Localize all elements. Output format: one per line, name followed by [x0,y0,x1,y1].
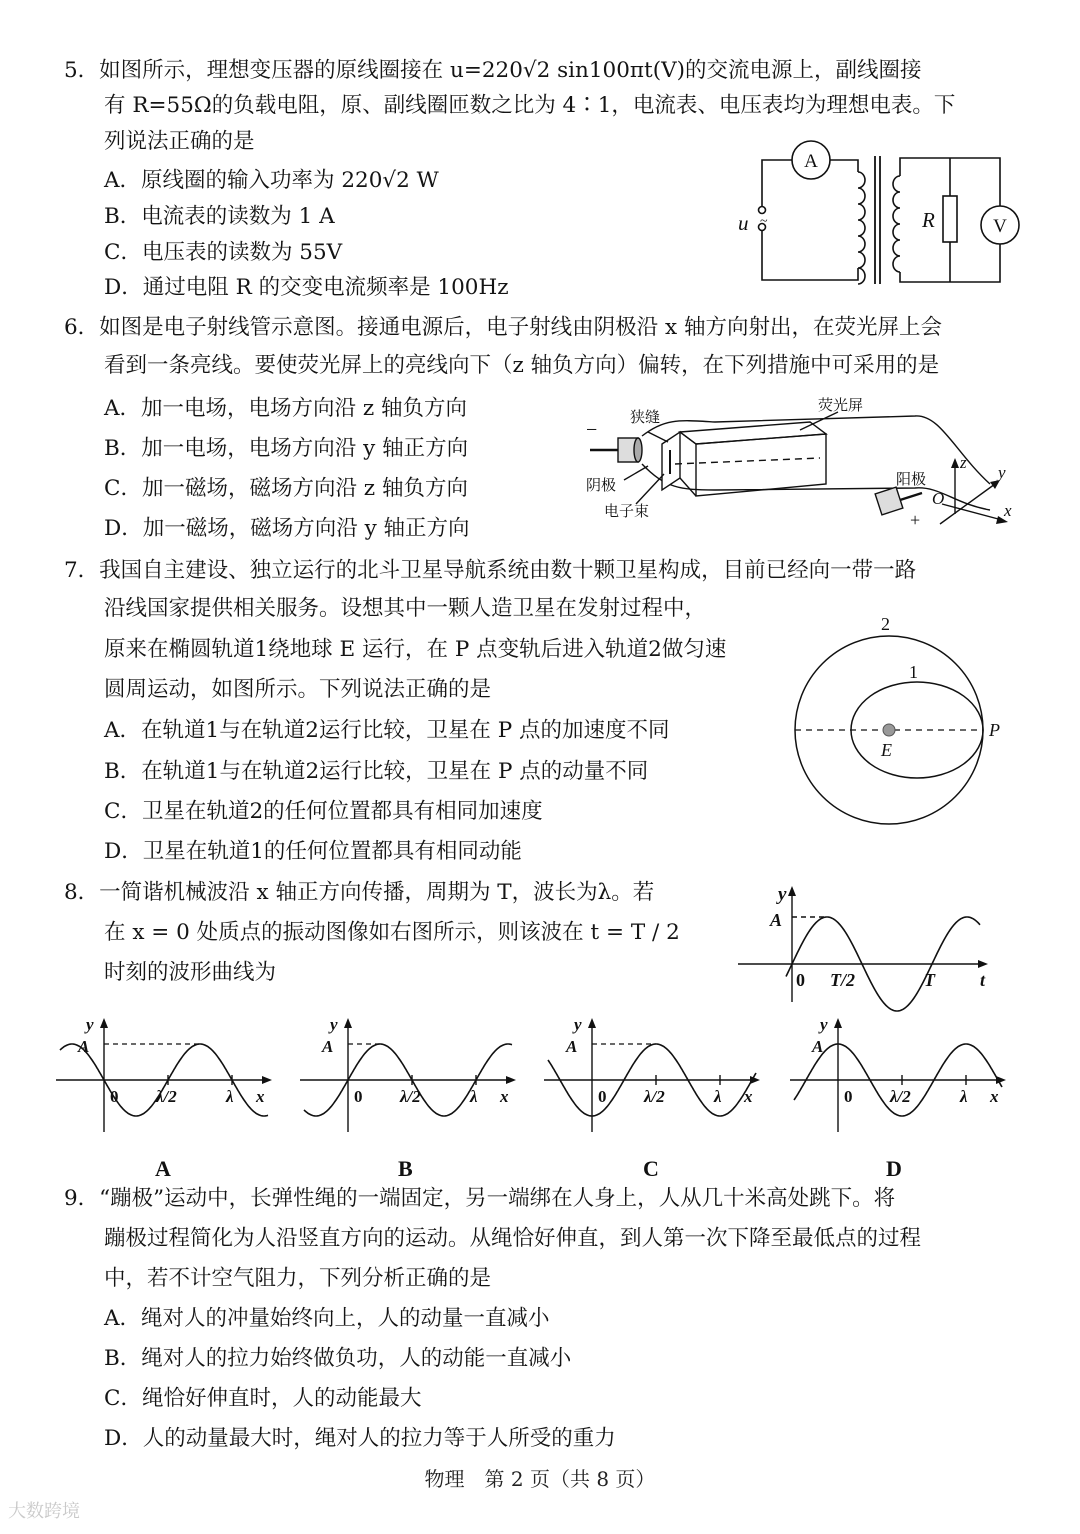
wavelength-label: λ [960,1087,968,1106]
wavelength-label: λ [470,1087,478,1106]
x-label: x [500,1087,509,1106]
vib-amplitude-label: A [770,910,783,930]
orbit-1-label: 1 [909,662,918,682]
point-p-label: P [989,720,1000,740]
y-axis-arrow [344,1018,352,1028]
anode-plus-label: + [910,510,921,530]
y-axis-label: y [998,463,1006,482]
beam-label: 电子束 [604,504,650,520]
q5-line-2: 有 R=55Ω的负载电阻，原、副线圈匝数之比为 4∶1，电流表、电压表均为理想电表。下 [104,93,956,118]
q6-option-d: D．加一磁场，磁场方向沿 y 轴正方向 [104,516,470,541]
wavelength-label: λ [226,1087,234,1106]
origin-zero-label: 0 [354,1087,363,1106]
wave-option-c [540,1010,770,1140]
q9-option-c: C．绳恰好伸直时，人的动能最大 [104,1386,422,1411]
q7-option-d: D．卫星在轨道1的任何位置都具有相同动能 [104,839,522,864]
y-axis-arrow [834,1018,842,1028]
half-wavelength-label: λ/2 [890,1087,911,1106]
origin-zero-label: 0 [844,1087,853,1106]
vib-y-label: y [778,884,787,905]
q5-option-d: D．通过电阻 R 的交变电流频率是 100Hz [104,275,509,300]
half-wavelength-label: λ/2 [400,1087,421,1106]
q7-line-3: 原来在椭圆轨道1绕地球 E 运行，在 P 点变轨后进入轨道2做匀速 [104,637,727,662]
q8-line-1: 8．一简谐机械波沿 x 轴正方向传播，周期为 T，波长为λ。若 [64,880,655,905]
q9-option-d: D．人的动量最大时，绳对人的拉力等于人所受的重力 [104,1426,616,1451]
q9-line-3: 中，若不计空气阻力，下列分析正确的是 [104,1266,492,1291]
q6-option-a: A．加一电场，电场方向沿 z 轴负方向 [104,396,468,421]
q7-line-2: 沿线国家提供相关服务。设想其中一颗人造卫星在发射过程中， [104,596,707,621]
x-axis-arrow [262,1076,272,1084]
q9-option-b: B．绳对人的拉力始终做负功，人的动能一直减小 [104,1346,572,1371]
wavelength-label: λ [714,1087,722,1106]
q9-line-2: 蹦极过程简化为人沿竖直方向的运动。从绳恰好伸直，到人第一次下降至最低点的过程 [104,1226,922,1251]
y-axis-label: y [820,1015,828,1034]
screen-label: 荧光屏 [818,398,864,414]
q9-line-1: 9．“蹦极”运动中，长弹性绳的一端固定，另一端绑在人身上，人从几十米高处跳下。将 [64,1186,896,1211]
q9-option-a: A．绳对人的冲量始终向上，人的动量一直减小 [104,1306,550,1331]
q7-line-1: 7．我国自主建设、独立运行的北斗卫星导航系统由数十颗卫星构成，目前已经向一带一路 [64,558,917,583]
q7-option-a: A．在轨道1与在轨道2运行比较，卫星在 P 点的加速度不同 [104,718,670,743]
source-label: u [738,211,749,235]
cathode-label: 阴极 [586,478,617,494]
orbit-diagram [785,610,1015,850]
y-axis-label: y [574,1015,582,1034]
q5-option-b: B．电流表的读数为 1 A [104,204,335,229]
q7-option-c: C．卫星在轨道2的任何位置都具有相同加速度 [104,799,543,824]
x-label: x [744,1087,753,1106]
amplitude-label: A [322,1037,334,1056]
q6-option-b: B．加一电场，电场方向沿 y 轴正方向 [104,436,469,461]
slit-label: 狭缝 [630,410,661,426]
q7-line-4: 圆周运动，如图所示。下列说法正确的是 [104,677,492,702]
x-axis-arrow [506,1076,516,1084]
vib-period-label: T [924,970,935,990]
q5-line-3: 列说法正确的是 [104,129,255,154]
vib-t-label: t [980,970,986,990]
z-axis-label: z [960,453,967,472]
transformer-circuit-diagram [740,140,1030,295]
q8-line-3: 时刻的波形曲线为 [104,960,277,985]
origin-zero-label: 0 [598,1087,607,1106]
q5-option-c: C．电压表的读数为 55V [104,240,343,265]
wave-option-c-caption: C [643,1156,659,1181]
wave-option-d-caption: D [886,1156,902,1181]
wave-option-b-caption: B [398,1156,413,1181]
amplitude-label: A [812,1037,824,1056]
q8-line-2: 在 x = 0 处质点的振动图像如右图所示，则该波在 t = T / 2 [104,920,680,945]
y-axis-arrow [588,1018,596,1028]
cathode-minus-label: − [586,419,598,441]
wave-option-a-caption: A [155,1156,171,1181]
electron-tube-diagram [570,392,1030,542]
q7-option-b: B．在轨道1与在轨道2运行比较，卫星在 P 点的动量不同 [104,759,649,784]
x-label: x [256,1087,265,1106]
half-wavelength-label: λ/2 [644,1087,665,1106]
origin-zero-label: 0 [110,1087,119,1106]
vibration-graph [732,880,1002,1005]
y-axis-label: y [330,1015,338,1034]
wave-option-b [296,1010,526,1140]
q5-line-1: 5．如图所示，理想变压器的原线圈接在 u=220√2 sin100πt(V)的交流电源上，副线圈接 [64,58,922,83]
vib-zero-label: 0 [796,970,805,990]
orbit-2-label: 2 [881,614,890,634]
x-label: x [990,1087,999,1106]
watermark: 大数跨境 [8,1501,80,1522]
half-wavelength-label: λ/2 [156,1087,177,1106]
y-axis-arrow [100,1018,108,1028]
wave-option-d [786,1010,1016,1140]
origin-label: O [932,489,945,508]
ac-tilde-label: ~ [760,214,768,229]
vib-half-period-label: T/2 [830,970,855,990]
q5-option-a: A．原线圈的输入功率为 220√2 W [104,168,439,193]
q6-line-2: 看到一条亮线。要使荧光屏上的亮线向下（z 轴负方向）偏转，在下列措施中可采用的是 [104,353,940,378]
anode-label: 阳极 [896,472,927,488]
amplitude-label: A [566,1037,578,1056]
q6-option-c: C．加一磁场，磁场方向沿 z 轴负方向 [104,476,468,501]
wave-option-a [52,1010,282,1140]
q6-line-1: 6．如图是电子射线管示意图。接通电源后，电子射线由阴极沿 x 轴方向射出，在荧光屏上会 [64,315,942,340]
ammeter-label: A [804,151,818,172]
page-footer: 物理 第 2 页（共 8 页） [424,1467,656,1491]
y-axis-label: y [86,1015,94,1034]
earth-label: E [881,740,892,760]
x-axis-label: x [1004,501,1012,520]
voltmeter-label: V [993,216,1007,237]
resistor-label: R [922,208,935,232]
amplitude-label: A [78,1037,90,1056]
